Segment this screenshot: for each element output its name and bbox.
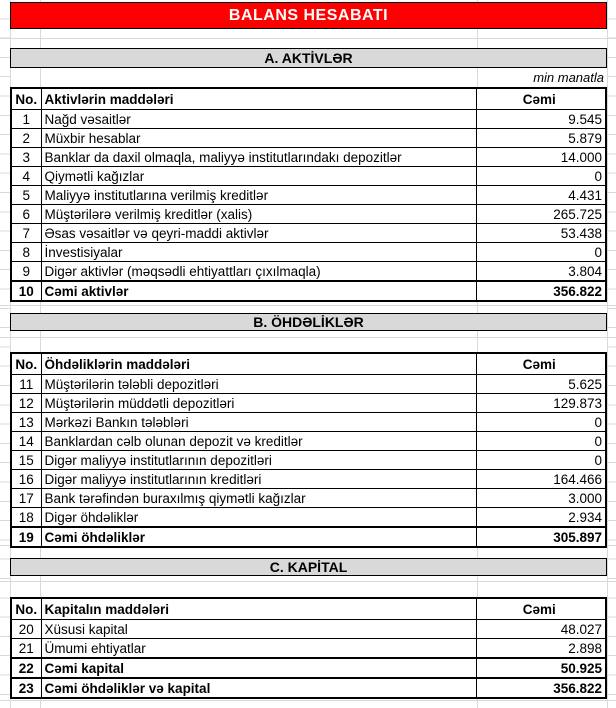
cell-value: 2.898 <box>476 639 606 659</box>
cell-item: Ümumi ehtiyatlar <box>41 639 476 659</box>
section-header-liabilities <box>10 313 607 331</box>
cell-item: Cəmi aktivlər <box>41 281 476 301</box>
cell-no: 17 <box>11 489 41 508</box>
total-row <box>11 678 606 698</box>
cell-item: Banklar da daxil olmaqla, maliyyə institutlarındakı depozitlər <box>41 148 476 167</box>
cell-item: Maliyyə institutlarına verilmiş kreditlər <box>41 186 476 205</box>
cell-item: Digər maliyyə institutlarının kreditləri <box>41 470 476 489</box>
cell-no: 11 <box>11 375 41 394</box>
cell-value: 48.027 <box>476 620 606 639</box>
cell-no: 5 <box>11 186 41 205</box>
cell-value: 4.431 <box>476 186 606 205</box>
table-row <box>11 224 606 243</box>
cell-no: 18 <box>11 508 41 528</box>
cell-no: 20 <box>11 620 41 639</box>
liabilities-table <box>10 352 607 548</box>
cell-item: Cəmi öhdəliklər <box>41 527 476 547</box>
col-header-no: No. <box>11 353 41 375</box>
col-header-item: Öhdəliklərin maddələri <box>41 353 476 375</box>
cell-value: 305.897 <box>476 527 606 547</box>
cell-value: 265.725 <box>476 205 606 224</box>
cell-item: Əsas vəsaitlər və qeyri-maddi aktivlər <box>41 224 476 243</box>
gridline <box>607 0 616 708</box>
cell-value: 0 <box>476 243 606 262</box>
cell-no: 8 <box>11 243 41 262</box>
report-title-banner <box>10 2 607 29</box>
gridline <box>0 581 616 582</box>
cell-item: Mərkəzi Bankın tələbləri <box>41 413 476 432</box>
col-header-no: No. <box>11 88 41 110</box>
cell-value: 9.545 <box>476 110 606 129</box>
gridline <box>0 0 10 708</box>
cell-no: 12 <box>11 394 41 413</box>
cell-no: 15 <box>11 451 41 470</box>
cell-value: 129.873 <box>476 394 606 413</box>
table-row <box>11 394 606 413</box>
table-row <box>11 129 606 148</box>
cell-value: 0 <box>476 451 606 470</box>
table-row <box>11 639 606 659</box>
cell-no: 2 <box>11 129 41 148</box>
table-row <box>11 186 606 205</box>
table-row <box>11 432 606 451</box>
cell-value: 2.934 <box>476 508 606 528</box>
capital-table <box>10 597 607 699</box>
cell-value: 53.438 <box>476 224 606 243</box>
cell-item: Bank tərəfindən buraxılmış qiymətli kağızlar <box>41 489 476 508</box>
cell-item: Nağd vəsaitlər <box>41 110 476 129</box>
cell-item: Cəmi kapital <box>41 658 476 678</box>
cell-no: 3 <box>11 148 41 167</box>
cell-no: 16 <box>11 470 41 489</box>
cell-value: 0 <box>476 432 606 451</box>
cell-value: 0 <box>476 167 606 186</box>
cell-value: 3.804 <box>476 262 606 282</box>
cell-item: İnvestisiyalar <box>41 243 476 262</box>
cell-item: Qiymətli kağızlar <box>41 167 476 186</box>
cell-no: 21 <box>11 639 41 659</box>
table-header-row <box>11 88 606 110</box>
cell-value: 0 <box>476 413 606 432</box>
cell-item: Digər aktivlər (məqsədli ehtiyattları çıxılmaqla) <box>41 262 476 282</box>
col-header-item: Aktivlərin maddələri <box>41 88 476 110</box>
cell-no: 23 <box>11 678 41 698</box>
col-header-total: Cəmi <box>476 88 606 110</box>
section-heading: B. ÖHDƏLİKLƏR <box>253 314 364 330</box>
table-row <box>11 413 606 432</box>
cell-item: Müştərilərin müddətli depozitləri <box>41 394 476 413</box>
gridline <box>0 38 616 39</box>
cell-no: 9 <box>11 262 41 282</box>
section-header-capital <box>10 558 607 576</box>
cell-item: Müştərilərə verilmiş kreditlər (xalis) <box>41 205 476 224</box>
table-row <box>11 470 606 489</box>
table-row <box>11 508 606 528</box>
table-header-row <box>11 598 606 620</box>
table-row <box>11 489 606 508</box>
cell-item: Cəmi öhdəliklər və kapital <box>41 678 476 698</box>
cell-no: 4 <box>11 167 41 186</box>
cell-no: 13 <box>11 413 41 432</box>
section-header-assets <box>10 48 607 68</box>
cell-item: Digər öhdəliklər <box>41 508 476 528</box>
total-row <box>11 281 606 301</box>
cell-value: 50.925 <box>476 658 606 678</box>
gridline <box>607 0 608 708</box>
table-row <box>11 110 606 129</box>
total-row <box>11 527 606 547</box>
table-header-row <box>11 353 606 375</box>
cell-value: 5.625 <box>476 375 606 394</box>
cell-value: 5.879 <box>476 129 606 148</box>
cell-item: Müştərilərin tələbli depozitləri <box>41 375 476 394</box>
cell-value: 3.000 <box>476 489 606 508</box>
cell-value: 356.822 <box>476 678 606 698</box>
cell-value: 356.822 <box>476 281 606 301</box>
col-header-total: Cəmi <box>476 598 606 620</box>
report-title: BALANS HESABATI <box>228 6 389 24</box>
table-row <box>11 167 606 186</box>
col-header-no: No. <box>11 598 41 620</box>
table-row <box>11 205 606 224</box>
cell-item: Digər maliyyə institutlarının depozitləri <box>41 451 476 470</box>
gridline <box>0 305 616 306</box>
cell-no: 14 <box>11 432 41 451</box>
cell-no: 10 <box>11 281 41 301</box>
table-row <box>11 243 606 262</box>
table-row <box>11 620 606 639</box>
gridline <box>0 337 616 338</box>
col-header-item: Kapitalın maddələri <box>41 598 476 620</box>
cell-no: 22 <box>11 658 41 678</box>
gridline <box>0 700 616 701</box>
table-row <box>11 451 606 470</box>
cell-no: 6 <box>11 205 41 224</box>
section-heading: A. AKTİVLƏR <box>264 50 353 66</box>
table-row <box>11 262 606 282</box>
cell-item: Xüsusi kapital <box>41 620 476 639</box>
table-row <box>11 375 606 394</box>
col-header-total: Cəmi <box>476 353 606 375</box>
cell-item: Banklardan cəlb olunan depozit və kreditlər <box>41 432 476 451</box>
cell-value: 164.466 <box>476 470 606 489</box>
cell-no: 7 <box>11 224 41 243</box>
units-note: min manatla <box>533 70 604 85</box>
table-row <box>11 148 606 167</box>
cell-no: 1 <box>11 110 41 129</box>
cell-no: 19 <box>11 527 41 547</box>
cell-item: Müxbir hesablar <box>41 129 476 148</box>
total-row <box>11 658 606 678</box>
cell-value: 14.000 <box>476 148 606 167</box>
section-heading: C. KAPİTAL <box>269 559 348 575</box>
assets-table <box>10 87 607 302</box>
